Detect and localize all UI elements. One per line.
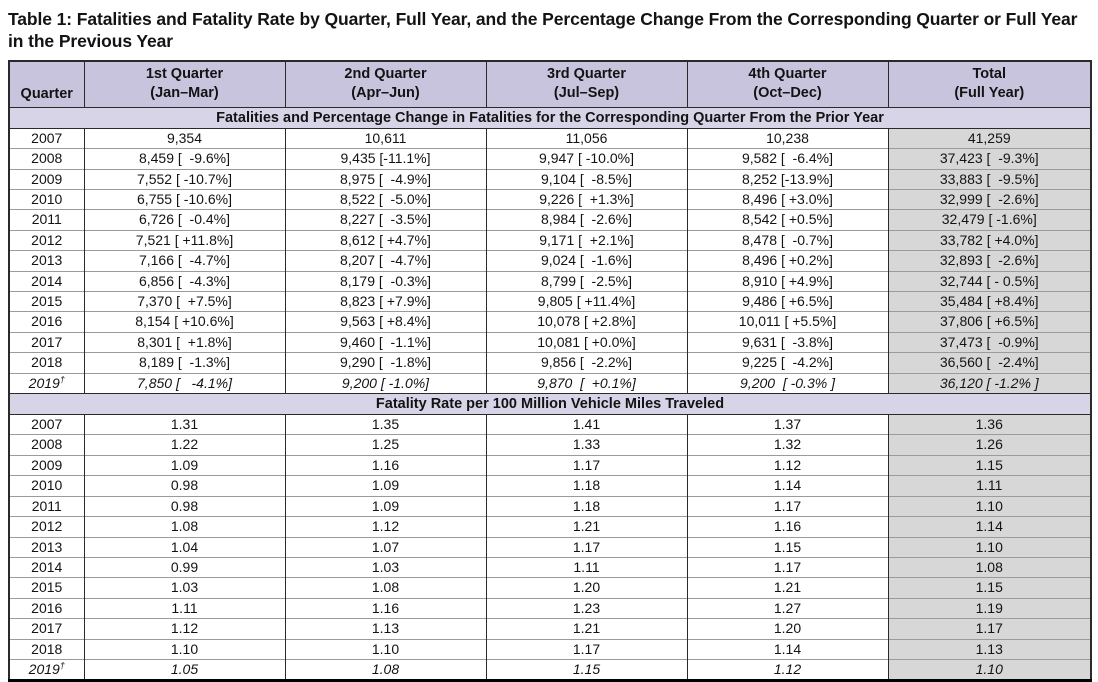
value-cell: 1.16 — [285, 455, 486, 475]
value-cell: 8,612 [ +4.7%] — [285, 230, 486, 250]
table-row — [9, 149, 1091, 169]
value-cell: 32,479 [ -1.6%] — [888, 210, 1091, 230]
year-cell — [9, 149, 84, 169]
value-cell: 1.35 — [285, 415, 486, 435]
value-cell: 32,999 [ -2.6%] — [888, 190, 1091, 210]
value-cell: 9,486 [ +6.5%] — [687, 292, 888, 312]
value-cell: 1.12 — [84, 619, 285, 639]
year-cell — [9, 598, 84, 618]
value-cell: 8,301 [ +1.8%] — [84, 332, 285, 352]
table-row — [9, 169, 1091, 189]
year-cell — [9, 537, 84, 557]
year-label: 2018 — [31, 640, 63, 657]
value-cell: 8,179 [ -0.3%] — [285, 271, 486, 291]
table-row — [9, 619, 1091, 639]
value-cell: 1.05 — [84, 659, 285, 680]
year-label: 2013 — [31, 538, 63, 555]
value-cell: 8,975 [ -4.9%] — [285, 169, 486, 189]
value-cell: 1.08 — [285, 659, 486, 680]
value-cell: 1.26 — [888, 435, 1091, 455]
value-cell: 1.12 — [687, 455, 888, 475]
dagger-mark: † — [59, 660, 65, 671]
col-header-q4 — [687, 61, 888, 108]
col-header-line2: (Jul–Sep) — [553, 85, 620, 102]
table-row — [9, 415, 1091, 435]
col-header-line1: 4th Quarter — [748, 66, 827, 83]
year-cell — [9, 557, 84, 577]
value-cell: 33,782 [ +4.0%] — [888, 230, 1091, 250]
value-cell: 1.27 — [687, 598, 888, 618]
value-cell: 32,744 [ - 0.5%] — [888, 271, 1091, 291]
section-band-label: Fatality Rate per 100 Million Vehicle Miles Traveled — [9, 394, 1091, 415]
value-cell: 1.04 — [84, 537, 285, 557]
value-cell: 10,078 [ +2.8%] — [486, 312, 687, 332]
year-label: 2008 — [31, 436, 63, 453]
table-row — [9, 435, 1091, 455]
value-cell: 1.33 — [486, 435, 687, 455]
year-cell — [9, 169, 84, 189]
value-cell: 1.08 — [888, 557, 1091, 577]
table-row — [9, 230, 1091, 250]
value-cell: 1.14 — [888, 517, 1091, 537]
table-row — [9, 312, 1091, 332]
col-header-line1: 3rd Quarter — [547, 66, 626, 83]
value-cell: 36,560 [ -2.4%] — [888, 353, 1091, 373]
table-row — [9, 517, 1091, 537]
value-cell: 1.18 — [486, 476, 687, 496]
value-cell: 1.11 — [486, 557, 687, 577]
value-cell: 8,478 [ -0.7%] — [687, 230, 888, 250]
value-cell: 8,542 [ +0.5%] — [687, 210, 888, 230]
value-cell: 1.16 — [687, 517, 888, 537]
value-cell: 1.15 — [888, 455, 1091, 475]
value-cell: 1.14 — [687, 476, 888, 496]
value-cell: 1.09 — [285, 496, 486, 516]
table-row — [9, 598, 1091, 618]
value-cell: 8,459 [ -9.6%] — [84, 149, 285, 169]
value-cell: 8,227 [ -3.5%] — [285, 210, 486, 230]
value-cell: 1.17 — [486, 639, 687, 659]
year-cell — [9, 496, 84, 516]
year-label: 2019 — [28, 660, 60, 677]
value-cell: 8,799 [ -2.5%] — [486, 271, 687, 291]
year-label: 2012 — [31, 231, 63, 248]
value-cell: 1.20 — [486, 578, 687, 598]
col-header-q3 — [486, 61, 687, 108]
value-cell: 1.11 — [84, 598, 285, 618]
value-cell: 0.98 — [84, 496, 285, 516]
year-cell — [9, 476, 84, 496]
value-cell: 1.21 — [687, 578, 888, 598]
year-cell — [9, 292, 84, 312]
value-cell: 1.10 — [285, 639, 486, 659]
year-cell — [9, 455, 84, 475]
quarter-column-header: Quarter — [9, 61, 84, 108]
table-row — [9, 578, 1091, 598]
value-cell: 9,563 [ +8.4%] — [285, 312, 486, 332]
value-cell: 9,290 [ -1.8%] — [285, 353, 486, 373]
year-label: 2014 — [31, 272, 63, 289]
table-row — [9, 353, 1091, 373]
value-cell: 9,582 [ -6.4%] — [687, 149, 888, 169]
year-label: 2011 — [31, 497, 62, 514]
value-cell: 1.15 — [486, 659, 687, 680]
value-cell: 1.19 — [888, 598, 1091, 618]
value-cell: 1.08 — [285, 578, 486, 598]
year-label: 2018 — [31, 354, 63, 371]
year-label: 2010 — [31, 191, 63, 207]
year-cell — [9, 435, 84, 455]
value-cell: 9,200 [ -0.3% ] — [687, 373, 888, 393]
year-label: 2017 — [31, 333, 63, 350]
table-row — [9, 190, 1091, 210]
col-header-line1: 1st Quarter — [145, 66, 224, 83]
value-cell: 1.07 — [285, 537, 486, 557]
value-cell: 1.03 — [285, 557, 486, 577]
section-band-label: Fatalities and Percentage Change in Fatalities for the Corresponding Quarter From the Prior Year — [9, 107, 1091, 128]
year-label: 2008 — [31, 150, 63, 167]
value-cell: 9,354 — [84, 128, 285, 148]
year-cell — [9, 639, 84, 659]
table-row — [9, 476, 1091, 496]
table-row — [9, 373, 1091, 393]
value-cell: 9,225 [ -4.2%] — [687, 353, 888, 373]
value-cell: 1.13 — [888, 639, 1091, 659]
year-label: 2012 — [31, 518, 63, 535]
value-cell: 1.18 — [486, 496, 687, 516]
value-cell: 1.36 — [888, 415, 1091, 435]
year-label: 2019 — [28, 374, 60, 391]
value-cell: 1.17 — [888, 619, 1091, 639]
col-header-total — [888, 61, 1091, 108]
value-cell: 37,806 [ +6.5%] — [888, 312, 1091, 332]
value-cell: 10,081 [ +0.0%] — [486, 332, 687, 352]
table-row — [9, 639, 1091, 659]
value-cell: 1.17 — [687, 557, 888, 577]
value-cell: 9,226 [ +1.3%] — [486, 190, 687, 210]
value-cell: 1.12 — [687, 659, 888, 680]
year-cell — [9, 332, 84, 352]
value-cell: 41,259 — [888, 128, 1091, 148]
value-cell: 11,056 — [486, 128, 687, 148]
value-cell: 1.08 — [84, 517, 285, 537]
year-label: 2015 — [31, 293, 63, 310]
value-cell: 9,631 [ -3.8%] — [687, 332, 888, 352]
year-cell — [9, 578, 84, 598]
fatalities-table — [8, 60, 1092, 682]
value-cell: 7,521 [ +11.8%] — [84, 230, 285, 250]
value-cell: 9,947 [ -10.0%] — [486, 149, 687, 169]
year-label: 2009 — [31, 170, 63, 187]
year-label: 2016 — [31, 313, 63, 330]
year-cell — [9, 517, 84, 537]
value-cell: 9,460 [ -1.1%] — [285, 332, 486, 352]
value-cell: 10,611 — [285, 128, 486, 148]
year-cell — [9, 230, 84, 250]
table-row — [9, 537, 1091, 557]
section-band-row — [9, 394, 1091, 415]
table-title: Table 1: Fatalities and Fatality Rate by Quarter, Full Year, and the Percentage Change From the Corresponding Quarter or Full Year in the Previous Year — [8, 9, 1078, 52]
value-cell: 1.11 — [888, 476, 1091, 496]
value-cell: 1.03 — [84, 578, 285, 598]
table-row — [9, 210, 1091, 230]
year-cell — [9, 210, 84, 230]
table-row — [9, 496, 1091, 516]
value-cell: 32,893 [ -2.6%] — [888, 251, 1091, 271]
value-cell: 1.14 — [687, 639, 888, 659]
year-label: 2010 — [31, 477, 63, 494]
year-cell — [9, 271, 84, 291]
year-label: 2016 — [31, 599, 63, 616]
year-cell — [9, 251, 84, 271]
value-cell: 1.25 — [285, 435, 486, 455]
year-cell — [9, 128, 84, 148]
table-row — [9, 332, 1091, 352]
year-label: 2013 — [31, 252, 63, 269]
value-cell: 8,910 [ +4.9%] — [687, 271, 888, 291]
year-label: 2009 — [31, 456, 63, 473]
col-header-line1: Total — [972, 66, 1007, 83]
value-cell: 10,011 [ +5.5%] — [687, 312, 888, 332]
year-label: 2014 — [31, 558, 63, 575]
col-header-line2: (Oct–Dec) — [753, 85, 822, 102]
section-band-row — [9, 107, 1091, 128]
col-header-line2: (Jan–Mar) — [150, 85, 219, 102]
value-cell: 8,496 [ +3.0%] — [687, 190, 888, 210]
value-cell: 1.17 — [486, 455, 687, 475]
value-cell: 9,104 [ -8.5%] — [486, 169, 687, 189]
value-cell: 1.16 — [285, 598, 486, 618]
value-cell: 6,755 [ -10.6%] — [84, 190, 285, 210]
value-cell: 7,850 [ -4.1%] — [84, 373, 285, 393]
col-header-q1 — [84, 61, 285, 108]
year-label: 2007 — [31, 129, 63, 146]
value-cell: 10,238 — [687, 128, 888, 148]
value-cell: 6,856 [ -4.3%] — [84, 271, 285, 291]
value-cell: 0.98 — [84, 476, 285, 496]
value-cell: 1.21 — [486, 517, 687, 537]
value-cell: 1.10 — [84, 639, 285, 659]
value-cell: 1.10 — [888, 496, 1091, 516]
value-cell: 8,522 [ -5.0%] — [285, 190, 486, 210]
value-cell: 1.15 — [888, 578, 1091, 598]
value-cell: 8,252 [-13.9%] — [687, 169, 888, 189]
value-cell: 7,552 [ -10.7%] — [84, 169, 285, 189]
value-cell: 1.41 — [486, 415, 687, 435]
value-cell: 9,171 [ +2.1%] — [486, 230, 687, 250]
value-cell: 1.15 — [687, 537, 888, 557]
value-cell: 9,435 [-11.1%] — [285, 149, 486, 169]
value-cell: 1.17 — [687, 496, 888, 516]
value-cell: 1.13 — [285, 619, 486, 639]
value-cell: 1.37 — [687, 415, 888, 435]
year-cell — [9, 353, 84, 373]
table-row — [9, 271, 1091, 291]
value-cell: 6,726 [ -0.4%] — [84, 210, 285, 230]
value-cell: 1.12 — [285, 517, 486, 537]
value-cell: 1.21 — [486, 619, 687, 639]
value-cell: 9,805 [ +11.4%] — [486, 292, 687, 312]
year-cell — [9, 373, 84, 393]
table-row — [9, 455, 1091, 475]
year-label: 2017 — [31, 620, 63, 637]
value-cell: 9,856 [ -2.2%] — [486, 353, 687, 373]
value-cell: 8,496 [ +0.2%] — [687, 251, 888, 271]
value-cell: 9,870 [ +0.1%] — [486, 373, 687, 393]
value-cell: 35,484 [ +8.4%] — [888, 292, 1091, 312]
header-row — [9, 61, 1091, 108]
year-cell — [9, 190, 84, 210]
year-cell — [9, 312, 84, 332]
value-cell: 8,823 [ +7.9%] — [285, 292, 486, 312]
value-cell: 1.23 — [486, 598, 687, 618]
value-cell: 1.09 — [84, 455, 285, 475]
year-label: 2015 — [31, 579, 63, 596]
table-row — [9, 251, 1091, 271]
value-cell: 1.10 — [888, 659, 1091, 680]
value-cell: 1.10 — [888, 537, 1091, 557]
value-cell: 8,189 [ -1.3%] — [84, 353, 285, 373]
year-label: 2007 — [31, 416, 63, 433]
value-cell: 8,154 [ +10.6%] — [84, 312, 285, 332]
value-cell: 1.09 — [285, 476, 486, 496]
value-cell: 33,883 [ -9.5%] — [888, 169, 1091, 189]
table-row — [9, 557, 1091, 577]
year-cell — [9, 619, 84, 639]
value-cell: 7,166 [ -4.7%] — [84, 251, 285, 271]
dagger-mark: † — [59, 374, 65, 384]
value-cell: 1.32 — [687, 435, 888, 455]
value-cell: 8,984 [ -2.6%] — [486, 210, 687, 230]
value-cell: 1.22 — [84, 435, 285, 455]
table-row — [9, 292, 1091, 312]
table-row — [9, 128, 1091, 148]
value-cell: 7,370 [ +7.5%] — [84, 292, 285, 312]
value-cell: 8,207 [ -4.7%] — [285, 251, 486, 271]
value-cell: 9,200 [ -1.0%] — [285, 373, 486, 393]
value-cell: 9,024 [ -1.6%] — [486, 251, 687, 271]
value-cell: 1.31 — [84, 415, 285, 435]
year-cell — [9, 415, 84, 435]
value-cell: 36,120 [ -1.2% ] — [888, 373, 1091, 393]
value-cell: 37,423 [ -9.3%] — [888, 149, 1091, 169]
year-label: 2011 — [31, 211, 62, 228]
col-header-q2 — [285, 61, 486, 108]
table-body — [9, 107, 1091, 681]
col-header-line2: (Apr–Jun) — [351, 85, 420, 102]
value-cell: 1.20 — [687, 619, 888, 639]
col-header-line1: 2nd Quarter — [344, 66, 427, 83]
value-cell: 1.17 — [486, 537, 687, 557]
col-header-line2: (Full Year) — [954, 85, 1025, 102]
value-cell: 37,473 [ -0.9%] — [888, 332, 1091, 352]
value-cell: 0.99 — [84, 557, 285, 577]
